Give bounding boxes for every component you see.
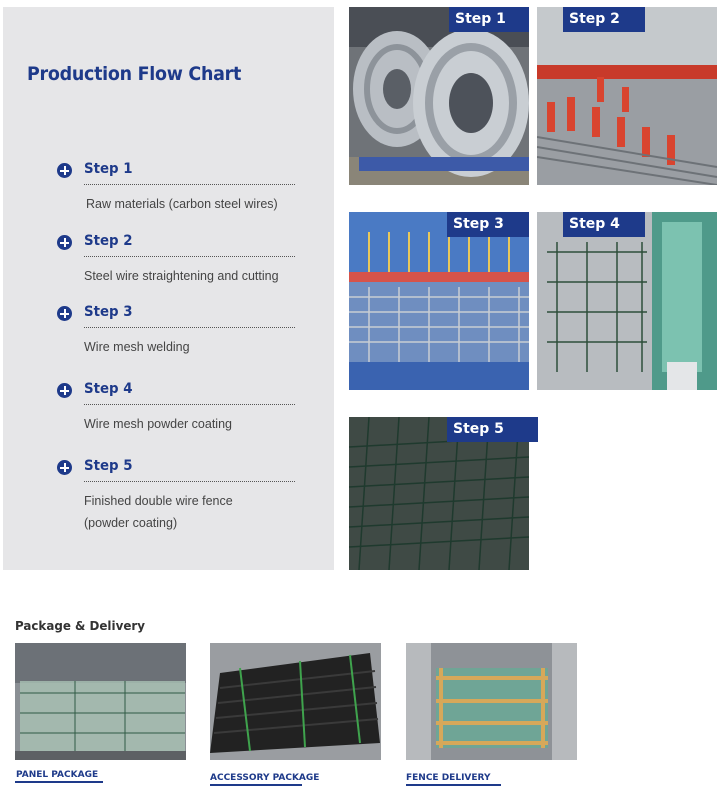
plus-circle-icon — [57, 383, 72, 398]
step-2-photo — [537, 7, 717, 185]
fence-delivery-photo — [406, 643, 577, 760]
fence-delivery-caption: FENCE DELIVERY — [406, 773, 491, 783]
panel-package-caption: PANEL PACKAGE — [16, 770, 99, 780]
step-description: Wire mesh welding — [84, 340, 190, 354]
step-1-label: Step 1 — [449, 7, 529, 32]
step-description: Raw materials (carbon steel wires) — [86, 197, 278, 211]
step-4-label: Step 4 — [563, 212, 645, 237]
panel-package-photo — [15, 643, 186, 760]
step-3-photo — [349, 212, 529, 390]
step-title: Step 5 — [84, 458, 133, 474]
step-title: Step 2 — [84, 233, 133, 249]
production-flow-panel — [3, 7, 334, 570]
dotted-divider — [84, 256, 295, 257]
step-4-photo — [537, 212, 717, 390]
step-1-photo — [349, 7, 529, 185]
step-description — [84, 490, 304, 534]
dotted-divider — [84, 481, 295, 482]
step-description: Wire mesh powder coating — [84, 417, 232, 431]
step-description-line: (powder coating) — [84, 516, 178, 530]
step-item-2 — [57, 233, 297, 283]
caption-underline — [406, 784, 501, 786]
plus-circle-icon — [57, 163, 72, 178]
step-title: Step 3 — [84, 304, 133, 320]
dotted-divider — [84, 327, 295, 328]
caption-underline — [210, 784, 302, 786]
step-3-label: Step 3 — [447, 212, 529, 237]
caption-underline — [15, 781, 103, 783]
step-title: Step 1 — [84, 161, 133, 177]
plus-circle-icon — [57, 306, 72, 321]
step-item-1 — [57, 161, 297, 211]
accessory-package-caption: ACCESSORY PACKAGE — [210, 773, 320, 783]
page-title: Production Flow Chart — [27, 63, 242, 85]
step-description-line: Finished double wire fence — [84, 494, 233, 508]
step-item-4 — [57, 381, 297, 431]
accessory-package-photo — [210, 643, 381, 760]
dotted-divider — [84, 184, 295, 185]
step-description: Steel wire straightening and cutting — [84, 269, 279, 283]
step-title: Step 4 — [84, 381, 133, 397]
dotted-divider — [84, 404, 295, 405]
step-item-3 — [57, 304, 297, 354]
step-item-5 — [57, 458, 297, 530]
package-heading: Package & Delivery — [15, 618, 145, 633]
step-2-label: Step 2 — [563, 7, 645, 32]
plus-circle-icon — [57, 460, 72, 475]
step-5-label: Step 5 — [447, 417, 538, 442]
plus-circle-icon — [57, 235, 72, 250]
